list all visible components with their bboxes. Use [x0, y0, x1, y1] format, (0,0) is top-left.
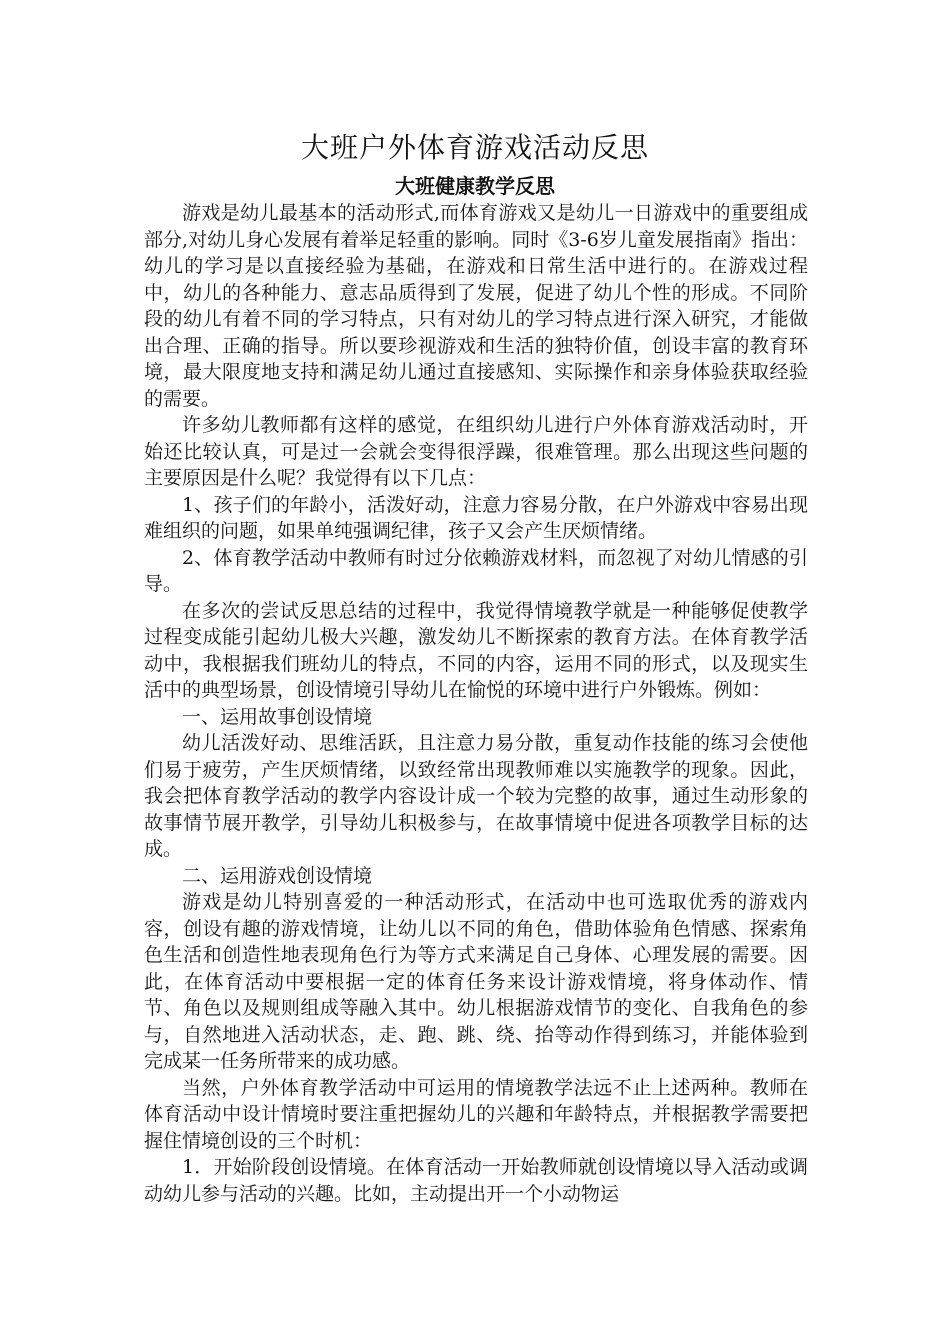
page-title: 大班户外体育游戏活动反思 — [300, 131, 649, 164]
section-heading: 一、运用故事创设情境 — [182, 705, 373, 728]
paragraph: 当然，户外体育教学活动中可运用的情境教学法远不止上述两种。教师在体育活动中设计情境时要注重把握幼儿的兴趣和年龄特点，并根据教学需要把握住情境创设的三个时机： — [144, 1076, 808, 1152]
page-subtitle: 大班健康教学反思 — [395, 174, 555, 198]
paragraph: 许多幼儿教师都有这样的感觉，在组织幼儿进行户外体育游戏活动时，开始还比较认真，可是过一会就会变得很浮躁，很难管理。那么出现这些问题的主要原因是什么呢？我觉得有以下几点： — [144, 414, 808, 489]
paragraph: 1．开始阶段创设情境。在体育活动一开始教师就创设情境以导入活动或调动幼儿参与活动的兴趣。比如，主动提出开一个小动物运 — [144, 1156, 808, 1205]
paragraph: 幼儿活泼好动、思维活跃，且注意力易分散，重复动作技能的练习会使他们易于疲劳，产生厌烦情绪，以致经常出现教师难以实施教学的现象。因此，我会把体育教学活动的教学内容设计成一个较为完整的故事，通过生动形象的故事情节展开教学，引导幼儿积极参与，在故事情境中促进各项教学目标的达成。 — [144, 732, 808, 860]
paragraph: 游戏是幼儿最基本的活动形式,而体育游戏又是幼儿一日游戏中的重要组成部分,对幼儿身心发展有着举足轻重的影响。同时《3-6岁儿童发展指南》指出：幼儿的学习是以直接经验为基础，在游戏和日常生活中进行的。在游戏过程中，幼儿的各种能力、意志品质得到了发展，促进了幼儿个性的形成。不同阶段的幼儿有着不同的学习特点，只有对幼儿的学习特点进行深入研究，才能做出合理、正确的指导。所以要珍视游戏和生活的独特价值，创设丰富的教育环境，最大限度地支持和满足幼儿通过直接感知、实际操作和亲身体验获取经验的需要。 — [144, 202, 808, 410]
section-heading: 二、运用游戏创设情境 — [182, 864, 373, 887]
paragraph: 2、体育教学活动中教师有时过分依赖游戏材料，而忽视了对幼儿情感的引导。 — [144, 546, 808, 595]
paragraph: 在多次的尝试反思总结的过程中，我觉得情境教学就是一种能够促使教学过程变成能引起幼儿极大兴趣，激发幼儿不断探索的教育方法。在体育教学活动中，我根据我们班幼儿的特点，不同的内容，运用不同的形式，以及现实生活中的典型场景，创设情境引导幼儿在愉悦的环境中进行户外锻炼。例如： — [144, 599, 808, 701]
paragraph: 1、孩子们的年龄小，活泼好动，注意力容易分散，在户外游戏中容易出现难组织的问题，如果单纯强调纪律，孩子又会产生厌烦情绪。 — [144, 493, 808, 542]
paragraph: 游戏是幼儿特别喜爱的一种活动形式，在活动中也可选取优秀的游戏内容，创设有趣的游戏情境，让幼儿以不同的角色，借助体验角色情感、探索角色生活和创造性地表现角色行为等方式来满足自己身体、心理发展的需要。因此，在体育活动中要根据一定的体育任务来设计游戏情境，将身体动作、情节、角色以及规则组成等融入其中。幼儿根据游戏情节的变化、自我角色的参与，自然地进入活动状态，走、跑、跳、绕、抬等动作得到练习，并能体验到完成某一任务所带来的成功感。 — [144, 891, 808, 1072]
document-body — [144, 200, 808, 1207]
